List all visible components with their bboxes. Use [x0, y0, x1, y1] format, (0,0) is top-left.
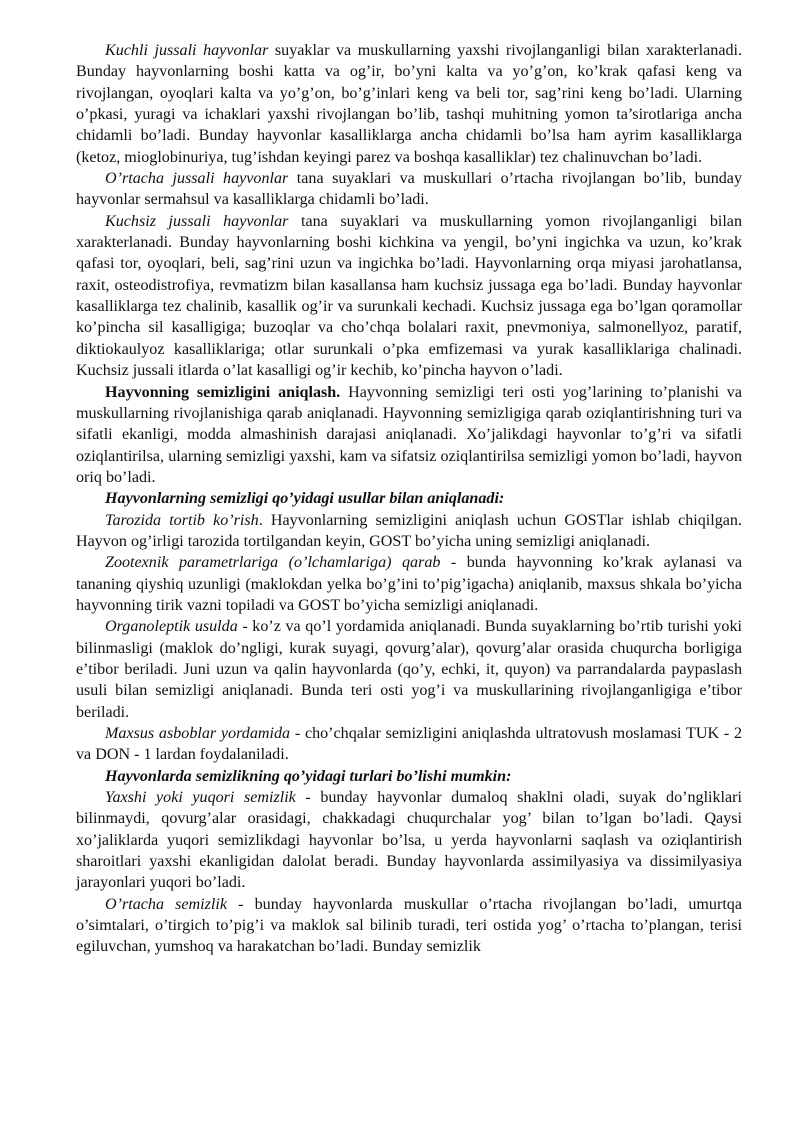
section-heading-fatness: Hayvonning semizligini aniqlash. — [105, 383, 341, 401]
paragraph-text: tana suyaklari va muskullarning yomon rivojlanganligi bilan xarakterlanadi. Bunday hayvonlarning boshi kichkina va yengil, bo’yni ingichka va uzun, ko’krak qafasi tor, oyoqlari, beli, sag’rini uzun va ingichka bo’ladi. Hayvonlarning orqa miyasi jarohatlansa, raxit, osteodistrofiya, revmatizm bilan kasallansa ham kuchsiz jussaga ega bo’ladi. Bunday hayvonlar kasalliklarga tez chalinib, kasallik og’ir va surunkali kechadi. Kuchsiz jussaga ega bo’lgan qoramollar ko’pincha sil kasalligiga; buzoqlar va cho’chqa bolalari raxit, pnevmoniya, salmonellyoz, paratif, diktiokaulyoz kasalliklariga; otlar surunkali o’pka emfizemasi va yurak kasalliklariga chalinadi. Kuchsiz jussali itlarda o’lat kasalligi og’ir kechib, ko’pincha hayvon o’ladi. — [76, 212, 742, 380]
term-zootechnical: Zootexnik parametrlariga (o’lchamlariga) qarab — [105, 554, 441, 572]
paragraph-text: tana suyaklari va muskullari o’rtacha rivojlangan bo’lib, bunday hayvonlar sermahsul va kasalliklarga chidamli bo’ladi. — [76, 170, 742, 209]
paragraph-medium-body — [76, 168, 742, 211]
term-medium-fatness: O’rtacha semizlik — [105, 895, 227, 913]
paragraph-zootechnical — [76, 552, 742, 616]
document-page — [76, 40, 742, 958]
paragraph-text: - bunday hayvonlarda muskullar o’rtacha rivojlangan bo’ladi, umurtqa o’simtalari, o’tirgich to’pig’i va maklok sal bilinib turadi, teri ostida yog’ o’rtacha to’plangan, terisi egiluvchan, yumshoq va harakatchan bo’ladi. Bunday semizlik — [76, 895, 742, 956]
paragraph-text: Hayvonning semizligi teri osti yog’larining to’planishi va muskullarning rivojlanishiga qarab aniqlanadi. Hayvonning semizligiga qarab oziqlantirishning turi va sifatli ekanligi, modda almashinish darajasi aniqlanadi. Xo’jalikdagi hayvonlar to’g’ri va sifatli oziqlantirilsa, ularning semizligi yaxshi, kam va sifatsiz oziqlantirilsa semizligi yomon bo’ladi, hayvon oriq bo’ladi. — [76, 383, 742, 486]
term-weak-body: Kuchsiz jussali hayvonlar — [105, 212, 289, 230]
term-high-fatness: Yaxshi yoki yuqori semizlik — [105, 789, 296, 807]
term-organoleptic: Organoleptik usulda — [105, 618, 238, 636]
paragraph-text: - bunday hayvonlar dumaloq shaklni oladi, suyak do’ngliklari bilinmaydi, qovurg’alar orasidagi, chakkadagi chuqurchalar yog’ bilan to’lgan bo’ladi. Qaysi xo’jaliklarda yuqori semizlikdagi hayvonlar bo’lsa, u yerda hayvonlarni saqlash va oziqlantirish sharoitlari yaxshi ekanligidan dalolat beradi. Bunday hayvonlarda assimilyasiya va dissimilyasiya jarayonlari yuqori bo’ladi. — [76, 789, 742, 892]
subheading-methods — [76, 488, 742, 509]
paragraph-high-fatness — [76, 787, 742, 894]
term-strong-body: Kuchli jussali hayvonlar — [105, 42, 269, 59]
paragraph-organoleptic — [76, 616, 742, 723]
paragraph-weak-body — [76, 211, 742, 382]
subheading-methods-text: Hayvonlarning semizligi qo’yidagi usullar bilan aniqlanadi: — [105, 490, 505, 508]
paragraph-text: - bunda hayvonning ko’krak aylanasi va tananing qiyshiq uzunligi (maklokdan yelka bo’g’ini to’pig’igacha) aniqlanib, maxsus shkala bo’yicha hayvonning tirik vazni topiladi va GOST bo’yicha semizligi aniqlanadi. — [76, 554, 742, 614]
subheading-types — [76, 766, 742, 787]
paragraph-fatness-determination — [76, 382, 742, 489]
paragraph-text: suyaklar va muskullarning yaxshi rivojlanganligi bilan xarakterlanadi. Bunday hayvonlarning boshi katta va og’ir, bo’yni kalta va yo’g’on, ko’krak qafasi keng va rivojlangan, oyoqlari kalta va yo’g’on, bo’g’inlari keng va beli tor, sag’rini keng bo’ladi. Ularning o’pkasi, yuragi va ichaklari yaxshi rivojlangan bo’lib, tashqi muhitning yomon ta’sirotlariga ancha chidamli bo’ladi. Bunday hayvonlar kasalliklarga ancha chidamli bo’lsa ham ayrim kasalliklarga (ketoz, mioglobinuriya, tug’ishdan keyingi parez va boshqa kasalliklar) tez chalinuvchan bo’ladi. — [76, 42, 743, 166]
paragraph-weighing — [76, 510, 742, 553]
subheading-types-text: Hayvonlarda semizlikning qo’yidagi turlari bo’lishi mumkin: — [105, 767, 512, 785]
paragraph-text: - ko’z va qo’l yordamida aniqlanadi. Bunda suyaklarning bo’rtib turishi yoki bilinmasligi (maklok do’ngligi, kurak suyagi, qovurg’alar), qovurg’alar orasida chuqurcha borligiga e’tibor beriladi. Juni uzun va qalin hayvonlarda (qo’y, echki, it, quyon) va parrandalarda paypaslash usuli bilan semizligi aniqlanadi. Bunda teri osti yog’i va muskullarining rivojlanganligiga e’tibor beriladi. — [76, 618, 742, 721]
term-weighing: Tarozida tortib ko’rish — [105, 511, 259, 529]
paragraph-medium-fatness — [76, 894, 742, 958]
paragraph-instruments — [76, 723, 742, 766]
term-medium-body: O’rtacha jussali hayvonlar — [105, 170, 289, 188]
term-instruments: Maxsus asboblar yordamida — [105, 725, 291, 742]
paragraph-strong-body — [76, 40, 742, 168]
paragraph-text: . Hayvonlarning semizligini aniqlash uchun GOSTlar ishlab chiqilgan. Hayvon og’irligi tarozida tortilgandan keyin, GOST bo’yicha uning semizligi aniqlanadi. — [76, 511, 742, 550]
paragraph-text: - cho’chqalar semizligini aniqlashda ultratovush moslamasi TUK - 2 va DON - 1 lardan foydalaniladi. — [76, 725, 742, 764]
